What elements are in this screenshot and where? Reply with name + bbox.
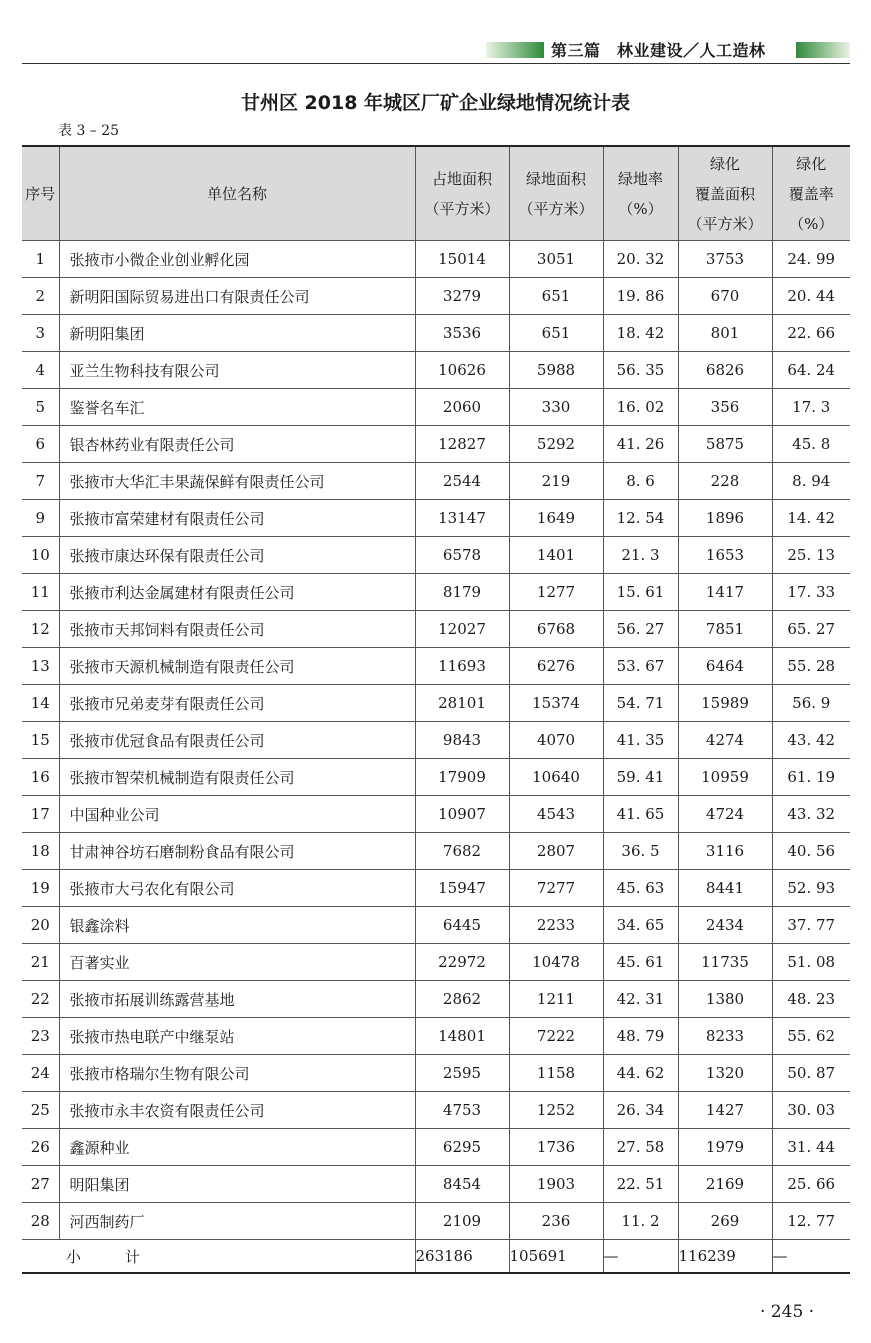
cell-green-rate: 56. 27 bbox=[603, 611, 678, 648]
cell-cover-rate: 17. 3 bbox=[772, 389, 850, 426]
cell-seq: 14 bbox=[22, 685, 59, 722]
table-row bbox=[22, 907, 850, 944]
cell-cover-rate: 65. 27 bbox=[772, 611, 850, 648]
table-row bbox=[22, 352, 850, 389]
cell-land-area: 6578 bbox=[415, 537, 509, 574]
cell-cover-rate: 14. 42 bbox=[772, 500, 850, 537]
cell-name: 张掖市利达金属建材有限责任公司 bbox=[59, 574, 415, 611]
subtotal-land-area: 263186 bbox=[415, 1240, 509, 1274]
cell-green-area: 3051 bbox=[509, 241, 603, 278]
table-row bbox=[22, 611, 850, 648]
cell-seq: 25 bbox=[22, 1092, 59, 1129]
header-land-area: 占地面积 （平方米） bbox=[415, 146, 509, 241]
cell-green-rate: 11. 2 bbox=[603, 1203, 678, 1240]
cell-name: 明阳集团 bbox=[59, 1166, 415, 1203]
cell-land-area: 3279 bbox=[415, 278, 509, 315]
cell-green-rate: 36. 5 bbox=[603, 833, 678, 870]
cell-land-area: 9843 bbox=[415, 722, 509, 759]
cell-cover-area: 1896 bbox=[678, 500, 772, 537]
table-row bbox=[22, 944, 850, 981]
cell-green-rate: 16. 02 bbox=[603, 389, 678, 426]
page-number: · 245 · bbox=[760, 1302, 815, 1322]
cell-cover-area: 1320 bbox=[678, 1055, 772, 1092]
table-row bbox=[22, 870, 850, 907]
cell-seq: 4 bbox=[22, 352, 59, 389]
header-decor-bar-left bbox=[486, 42, 544, 58]
cell-cover-rate: 22. 66 bbox=[772, 315, 850, 352]
cell-seq: 13 bbox=[22, 648, 59, 685]
cell-green-rate: 15. 61 bbox=[603, 574, 678, 611]
header-green-area: 绿地面积 （平方米） bbox=[509, 146, 603, 241]
cell-green-area: 651 bbox=[509, 278, 603, 315]
table-row bbox=[22, 315, 850, 352]
header-cover-area: 绿化 覆盖面积 （平方米） bbox=[678, 146, 772, 241]
cell-name: 张掖市小微企业创业孵化园 bbox=[59, 241, 415, 278]
cell-cover-area: 11735 bbox=[678, 944, 772, 981]
table-row bbox=[22, 537, 850, 574]
table-row bbox=[22, 1203, 850, 1240]
cell-seq: 21 bbox=[22, 944, 59, 981]
table-number: 表 3 – 25 bbox=[58, 123, 120, 139]
cell-seq: 23 bbox=[22, 1018, 59, 1055]
cell-green-rate: 18. 42 bbox=[603, 315, 678, 352]
cell-cover-rate: 61. 19 bbox=[772, 759, 850, 796]
cell-seq: 22 bbox=[22, 981, 59, 1018]
cell-land-area: 15014 bbox=[415, 241, 509, 278]
cell-cover-area: 228 bbox=[678, 463, 772, 500]
cell-cover-area: 269 bbox=[678, 1203, 772, 1240]
subtotal-label: 小计 bbox=[22, 1240, 415, 1274]
cell-green-rate: 59. 41 bbox=[603, 759, 678, 796]
cell-land-area: 2595 bbox=[415, 1055, 509, 1092]
subtotal-green-rate: — bbox=[603, 1240, 678, 1274]
statistics-table bbox=[22, 145, 850, 1274]
cell-cover-rate: 37. 77 bbox=[772, 907, 850, 944]
cell-seq: 1 bbox=[22, 241, 59, 278]
cell-land-area: 11693 bbox=[415, 648, 509, 685]
cell-name: 银鑫涂料 bbox=[59, 907, 415, 944]
cell-name: 张掖市富荣建材有限责任公司 bbox=[59, 500, 415, 537]
header-seq: 序号 bbox=[22, 146, 59, 241]
cell-name: 张掖市兄弟麦芽有限责任公司 bbox=[59, 685, 415, 722]
cell-name: 张掖市天源机械制造有限责任公司 bbox=[59, 648, 415, 685]
cell-seq: 17 bbox=[22, 796, 59, 833]
table-header-row bbox=[22, 146, 850, 241]
cell-green-area: 1903 bbox=[509, 1166, 603, 1203]
section-header: 第三篇 林业建设／人工造林 bbox=[551, 41, 766, 60]
cell-land-area: 14801 bbox=[415, 1018, 509, 1055]
cell-cover-rate: 48. 23 bbox=[772, 981, 850, 1018]
cell-green-area: 10640 bbox=[509, 759, 603, 796]
cell-green-rate: 8. 6 bbox=[603, 463, 678, 500]
cell-cover-rate: 55. 62 bbox=[772, 1018, 850, 1055]
cell-seq: 6 bbox=[22, 426, 59, 463]
cell-cover-rate: 40. 56 bbox=[772, 833, 850, 870]
cell-name: 鑫源种业 bbox=[59, 1129, 415, 1166]
cell-green-rate: 34. 65 bbox=[603, 907, 678, 944]
cell-land-area: 17909 bbox=[415, 759, 509, 796]
cell-green-area: 1277 bbox=[509, 574, 603, 611]
cell-name: 甘肃神谷坊石磨制粉食品有限公司 bbox=[59, 833, 415, 870]
cell-seq: 16 bbox=[22, 759, 59, 796]
cell-green-area: 1158 bbox=[509, 1055, 603, 1092]
cell-land-area: 13147 bbox=[415, 500, 509, 537]
cell-name: 张掖市拓展训练露营基地 bbox=[59, 981, 415, 1018]
cell-cover-area: 3116 bbox=[678, 833, 772, 870]
cell-green-area: 7277 bbox=[509, 870, 603, 907]
cell-cover-area: 8441 bbox=[678, 870, 772, 907]
cell-land-area: 6295 bbox=[415, 1129, 509, 1166]
cell-cover-rate: 30. 03 bbox=[772, 1092, 850, 1129]
cell-cover-area: 4274 bbox=[678, 722, 772, 759]
cell-green-rate: 48. 79 bbox=[603, 1018, 678, 1055]
cell-green-rate: 45. 63 bbox=[603, 870, 678, 907]
cell-seq: 27 bbox=[22, 1166, 59, 1203]
cell-cover-rate: 52. 93 bbox=[772, 870, 850, 907]
cell-green-rate: 53. 67 bbox=[603, 648, 678, 685]
cell-cover-area: 1417 bbox=[678, 574, 772, 611]
table-row bbox=[22, 389, 850, 426]
cell-cover-area: 6826 bbox=[678, 352, 772, 389]
cell-cover-rate: 12. 77 bbox=[772, 1203, 850, 1240]
table-title: 甘州区 2018 年城区厂矿企业绿地情况统计表 bbox=[240, 92, 631, 114]
cell-cover-rate: 50. 87 bbox=[772, 1055, 850, 1092]
cell-seq: 12 bbox=[22, 611, 59, 648]
cell-cover-area: 801 bbox=[678, 315, 772, 352]
cell-name: 中国种业公司 bbox=[59, 796, 415, 833]
table-row bbox=[22, 722, 850, 759]
cell-seq: 3 bbox=[22, 315, 59, 352]
table-row bbox=[22, 1018, 850, 1055]
cell-cover-rate: 64. 24 bbox=[772, 352, 850, 389]
cell-name: 张掖市优冠食品有限责任公司 bbox=[59, 722, 415, 759]
table-row bbox=[22, 796, 850, 833]
cell-seq: 19 bbox=[22, 870, 59, 907]
cell-land-area: 3536 bbox=[415, 315, 509, 352]
subtotal-row bbox=[22, 1240, 850, 1274]
cell-land-area: 15947 bbox=[415, 870, 509, 907]
cell-land-area: 2544 bbox=[415, 463, 509, 500]
cell-name: 张掖市大弓农化有限公司 bbox=[59, 870, 415, 907]
cell-name: 张掖市天邦饲料有限责任公司 bbox=[59, 611, 415, 648]
table-row bbox=[22, 759, 850, 796]
cell-cover-area: 7851 bbox=[678, 611, 772, 648]
cell-green-area: 6768 bbox=[509, 611, 603, 648]
cell-name: 张掖市永丰农资有限责任公司 bbox=[59, 1092, 415, 1129]
cell-green-area: 6276 bbox=[509, 648, 603, 685]
cell-green-area: 330 bbox=[509, 389, 603, 426]
cell-cover-area: 4724 bbox=[678, 796, 772, 833]
cell-cover-rate: 8. 94 bbox=[772, 463, 850, 500]
cell-green-rate: 12. 54 bbox=[603, 500, 678, 537]
cell-cover-area: 670 bbox=[678, 278, 772, 315]
cell-cover-rate: 43. 32 bbox=[772, 796, 850, 833]
table-row bbox=[22, 981, 850, 1018]
cell-land-area: 2060 bbox=[415, 389, 509, 426]
cell-green-area: 1211 bbox=[509, 981, 603, 1018]
cell-cover-rate: 31. 44 bbox=[772, 1129, 850, 1166]
cell-green-area: 10478 bbox=[509, 944, 603, 981]
cell-seq: 7 bbox=[22, 463, 59, 500]
cell-cover-area: 356 bbox=[678, 389, 772, 426]
cell-green-area: 4070 bbox=[509, 722, 603, 759]
table-row bbox=[22, 500, 850, 537]
cell-green-rate: 21. 3 bbox=[603, 537, 678, 574]
cell-seq: 28 bbox=[22, 1203, 59, 1240]
header-cover-rate: 绿化 覆盖率 （%） bbox=[772, 146, 850, 241]
cell-green-rate: 56. 35 bbox=[603, 352, 678, 389]
cell-cover-area: 3753 bbox=[678, 241, 772, 278]
cell-seq: 18 bbox=[22, 833, 59, 870]
cell-cover-rate: 25. 66 bbox=[772, 1166, 850, 1203]
cell-land-area: 2862 bbox=[415, 981, 509, 1018]
cell-name: 张掖市智荣机械制造有限责任公司 bbox=[59, 759, 415, 796]
cell-cover-area: 6464 bbox=[678, 648, 772, 685]
table-row bbox=[22, 463, 850, 500]
cell-name: 张掖市康达环保有限责任公司 bbox=[59, 537, 415, 574]
cell-green-rate: 42. 31 bbox=[603, 981, 678, 1018]
cell-green-rate: 41. 65 bbox=[603, 796, 678, 833]
cell-cover-area: 1979 bbox=[678, 1129, 772, 1166]
cell-cover-rate: 24. 99 bbox=[772, 241, 850, 278]
cell-cover-area: 15989 bbox=[678, 685, 772, 722]
cell-cover-area: 1380 bbox=[678, 981, 772, 1018]
table-row bbox=[22, 648, 850, 685]
cell-green-area: 1649 bbox=[509, 500, 603, 537]
cell-cover-rate: 17. 33 bbox=[772, 574, 850, 611]
cell-land-area: 2109 bbox=[415, 1203, 509, 1240]
cell-name: 张掖市格瑞尔生物有限公司 bbox=[59, 1055, 415, 1092]
cell-green-rate: 45. 61 bbox=[603, 944, 678, 981]
cell-green-rate: 41. 35 bbox=[603, 722, 678, 759]
cell-green-area: 7222 bbox=[509, 1018, 603, 1055]
cell-land-area: 8454 bbox=[415, 1166, 509, 1203]
cell-cover-rate: 45. 8 bbox=[772, 426, 850, 463]
cell-green-rate: 54. 71 bbox=[603, 685, 678, 722]
cell-seq: 15 bbox=[22, 722, 59, 759]
cell-cover-area: 1653 bbox=[678, 537, 772, 574]
cell-name: 银杏林药业有限责任公司 bbox=[59, 426, 415, 463]
header-rule bbox=[22, 63, 850, 64]
cell-seq: 9 bbox=[22, 500, 59, 537]
cell-green-rate: 20. 32 bbox=[603, 241, 678, 278]
cell-name: 张掖市大华汇丰果蔬保鲜有限责任公司 bbox=[59, 463, 415, 500]
cell-green-area: 1252 bbox=[509, 1092, 603, 1129]
cell-land-area: 6445 bbox=[415, 907, 509, 944]
cell-cover-area: 5875 bbox=[678, 426, 772, 463]
subtotal-green-area: 105691 bbox=[509, 1240, 603, 1274]
table-row bbox=[22, 241, 850, 278]
cell-land-area: 22972 bbox=[415, 944, 509, 981]
cell-land-area: 12827 bbox=[415, 426, 509, 463]
cell-land-area: 10907 bbox=[415, 796, 509, 833]
cell-name: 百著实业 bbox=[59, 944, 415, 981]
cell-land-area: 12027 bbox=[415, 611, 509, 648]
subtotal-cover-rate: — bbox=[772, 1240, 850, 1274]
cell-seq: 2 bbox=[22, 278, 59, 315]
table-row bbox=[22, 1092, 850, 1129]
cell-green-area: 4543 bbox=[509, 796, 603, 833]
cell-green-area: 1401 bbox=[509, 537, 603, 574]
cell-green-area: 15374 bbox=[509, 685, 603, 722]
cell-cover-area: 10959 bbox=[678, 759, 772, 796]
cell-green-rate: 19. 86 bbox=[603, 278, 678, 315]
table-row bbox=[22, 1129, 850, 1166]
cell-green-area: 2233 bbox=[509, 907, 603, 944]
table-row bbox=[22, 278, 850, 315]
table-row bbox=[22, 685, 850, 722]
table-row bbox=[22, 1055, 850, 1092]
cell-green-rate: 41. 26 bbox=[603, 426, 678, 463]
cell-cover-rate: 20. 44 bbox=[772, 278, 850, 315]
cell-green-rate: 22. 51 bbox=[603, 1166, 678, 1203]
table-row bbox=[22, 574, 850, 611]
cell-seq: 20 bbox=[22, 907, 59, 944]
cell-seq: 11 bbox=[22, 574, 59, 611]
cell-cover-rate: 43. 42 bbox=[772, 722, 850, 759]
cell-cover-rate: 51. 08 bbox=[772, 944, 850, 981]
cell-green-area: 219 bbox=[509, 463, 603, 500]
cell-cover-area: 8233 bbox=[678, 1018, 772, 1055]
cell-name: 张掖市热电联产中继泵站 bbox=[59, 1018, 415, 1055]
cell-seq: 24 bbox=[22, 1055, 59, 1092]
cell-land-area: 10626 bbox=[415, 352, 509, 389]
cell-name: 新明阳国际贸易进出口有限责任公司 bbox=[59, 278, 415, 315]
cell-seq: 26 bbox=[22, 1129, 59, 1166]
cell-green-rate: 26. 34 bbox=[603, 1092, 678, 1129]
cell-land-area: 8179 bbox=[415, 574, 509, 611]
cell-green-area: 5292 bbox=[509, 426, 603, 463]
cell-name: 河西制药厂 bbox=[59, 1203, 415, 1240]
subtotal-cover-area: 116239 bbox=[678, 1240, 772, 1274]
cell-name: 鉴誉名车汇 bbox=[59, 389, 415, 426]
cell-cover-rate: 56. 9 bbox=[772, 685, 850, 722]
cell-name: 亚兰生物科技有限公司 bbox=[59, 352, 415, 389]
cell-seq: 10 bbox=[22, 537, 59, 574]
cell-land-area: 4753 bbox=[415, 1092, 509, 1129]
table-row bbox=[22, 1166, 850, 1203]
cell-cover-area: 1427 bbox=[678, 1092, 772, 1129]
cell-green-area: 2807 bbox=[509, 833, 603, 870]
cell-cover-rate: 55. 28 bbox=[772, 648, 850, 685]
cell-green-area: 5988 bbox=[509, 352, 603, 389]
cell-land-area: 28101 bbox=[415, 685, 509, 722]
cell-land-area: 7682 bbox=[415, 833, 509, 870]
cell-green-area: 236 bbox=[509, 1203, 603, 1240]
table-row bbox=[22, 426, 850, 463]
header-green-rate: 绿地率 （%） bbox=[603, 146, 678, 241]
table-row bbox=[22, 833, 850, 870]
cell-green-rate: 27. 58 bbox=[603, 1129, 678, 1166]
cell-green-area: 651 bbox=[509, 315, 603, 352]
cell-seq: 5 bbox=[22, 389, 59, 426]
cell-cover-rate: 25. 13 bbox=[772, 537, 850, 574]
cell-name: 新明阳集团 bbox=[59, 315, 415, 352]
header-name: 单位名称 bbox=[59, 146, 415, 241]
cell-green-rate: 44. 62 bbox=[603, 1055, 678, 1092]
cell-green-area: 1736 bbox=[509, 1129, 603, 1166]
cell-cover-area: 2434 bbox=[678, 907, 772, 944]
cell-cover-area: 2169 bbox=[678, 1166, 772, 1203]
header-decor-bar-right bbox=[796, 42, 850, 58]
